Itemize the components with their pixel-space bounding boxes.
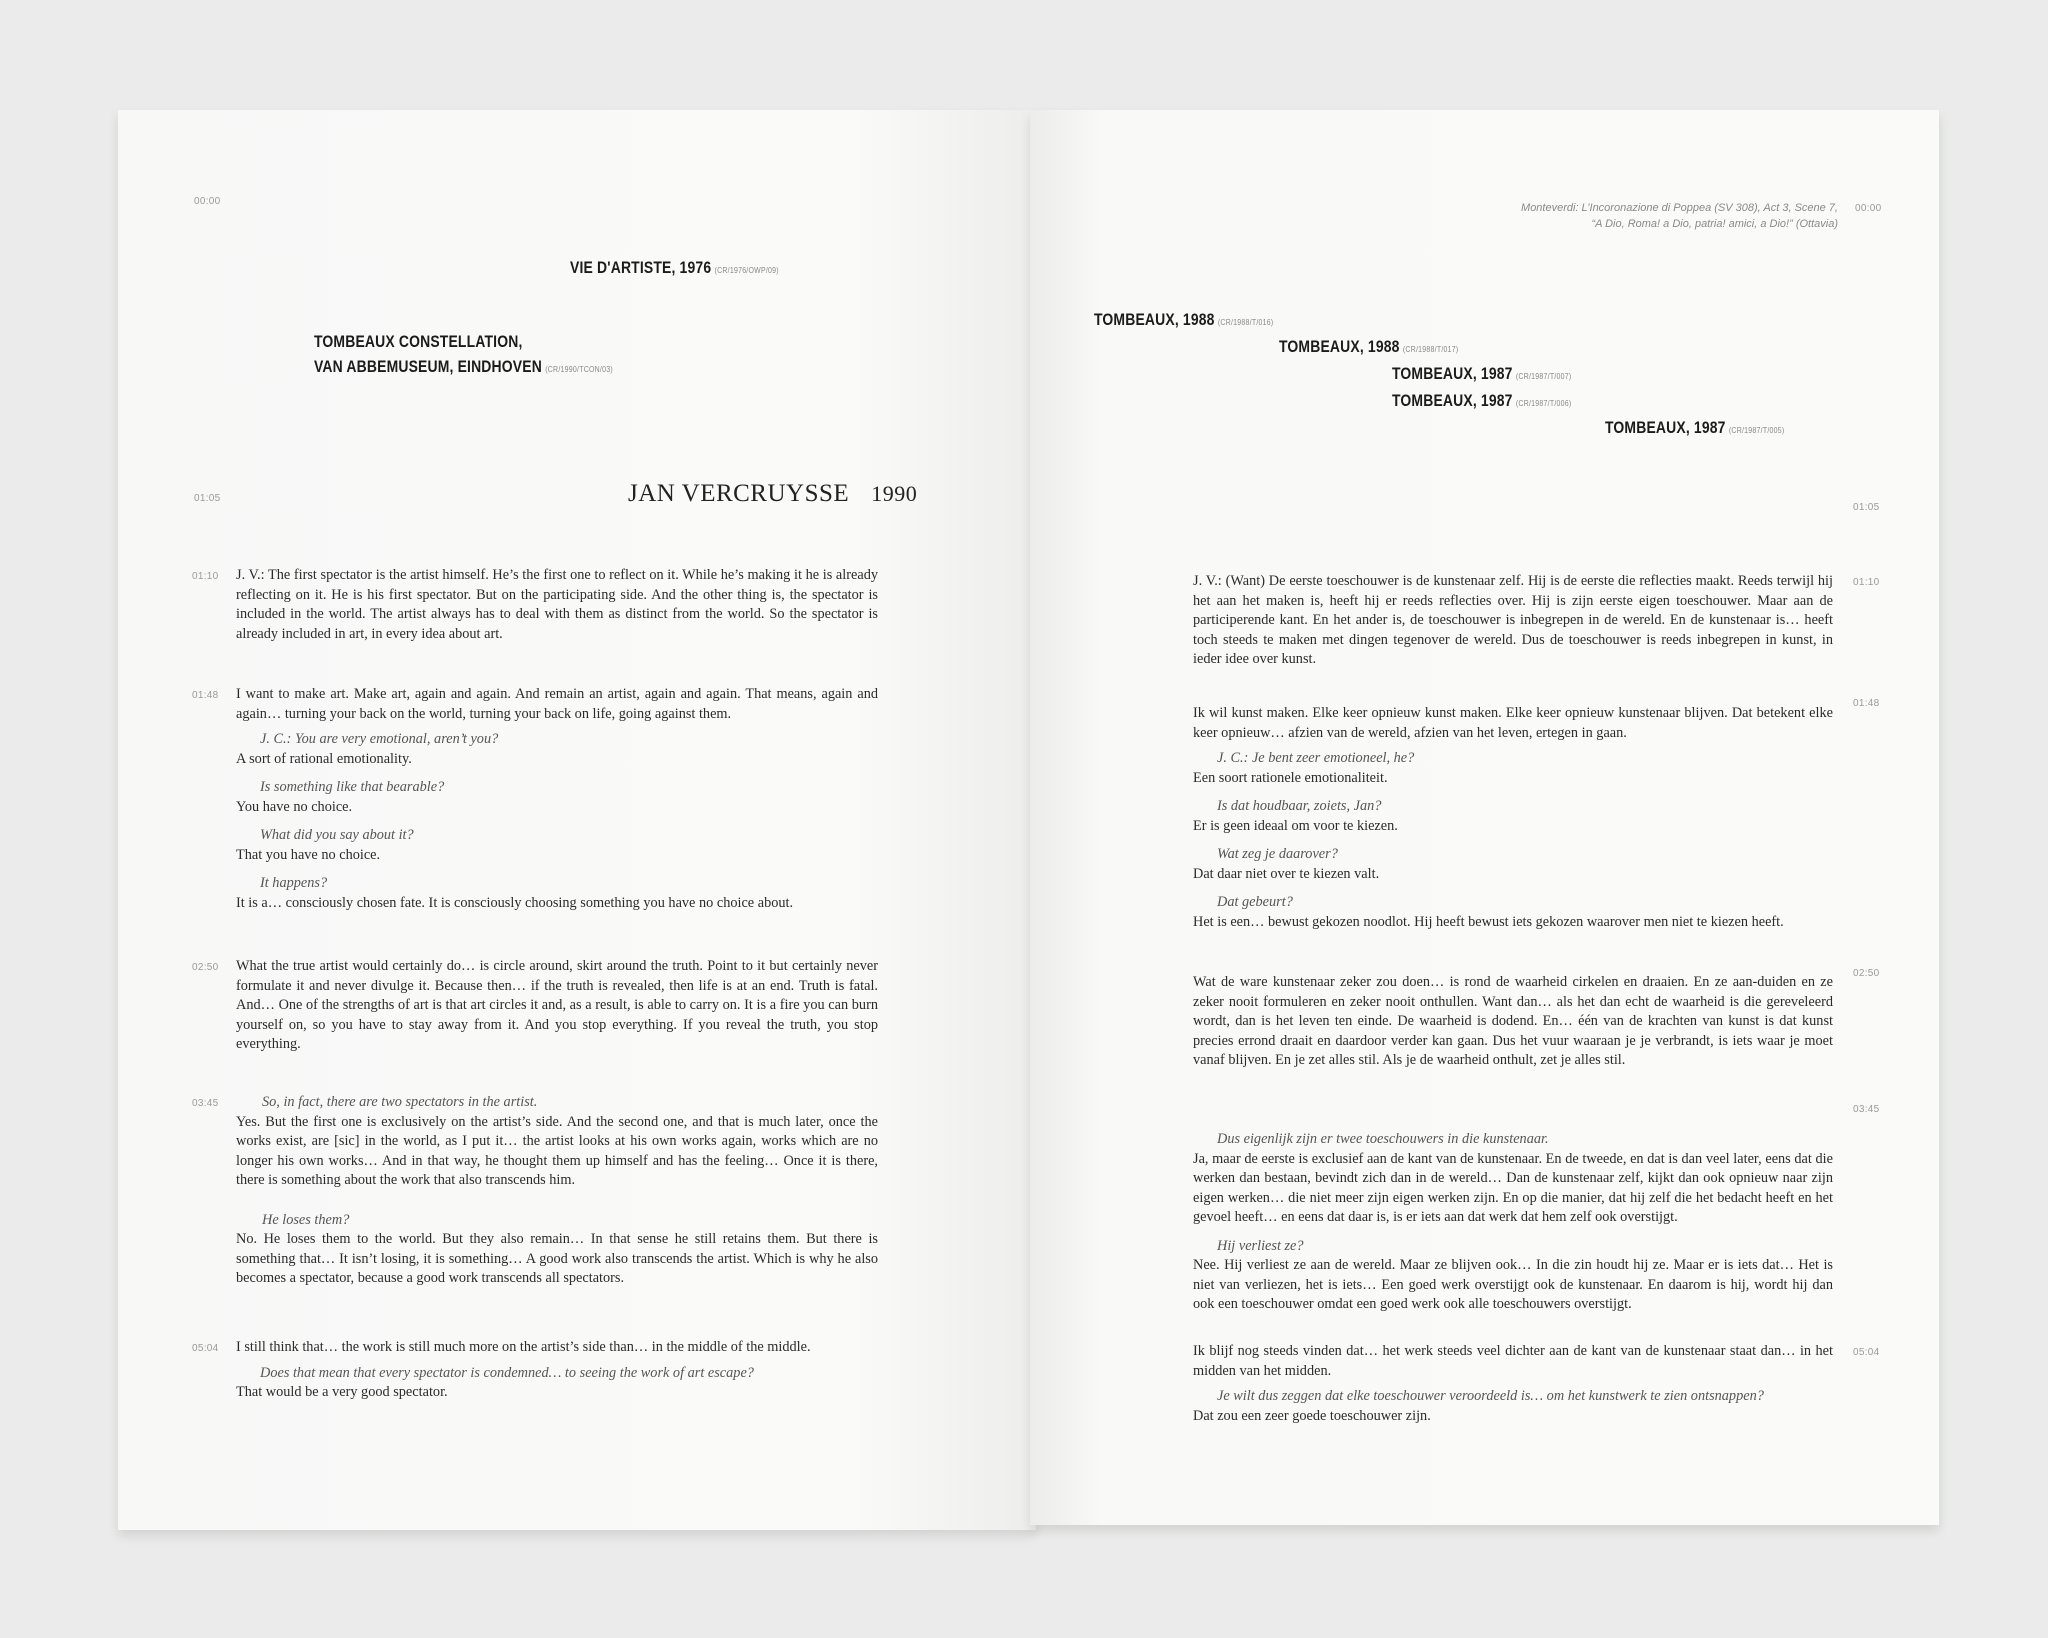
paragraph — [236, 957, 878, 1055]
work-title — [1392, 389, 1571, 415]
catalogue-ref: (CR/1988/T/016) — [1217, 317, 1274, 327]
dialogue-block — [1193, 1130, 1833, 1315]
paragraph-text: What the true artist would certainly do… is circle around, skirt around the truth. Point to it but certainly never formulate it and never divulge it. Because then… if the truth is revealed, then life is at an end. Truth is fatal. And… One of the strengths of art is that art circles it and, as a result, is able to carry on. It is a fire you can burn yourself on, so you have to stay away from it. And you stop everything. If you reveal the truth, you stop everything. — [236, 958, 878, 1052]
timecode: 02:50 — [1853, 968, 1880, 979]
dialogue-block — [236, 685, 878, 913]
timecode: 02:50 — [192, 962, 219, 973]
paragraph-text: J. V.: The first spectator is the artist himself. He’s the first one to reflect on it. While he’s making it he is already reflecting on it. He is his first spectator. But on the participating side. And the other thing is, the spectator is included in the world. The artist always has to deal with them as distinct from the world. So the spectator is already included in art, in every idea about art. — [236, 567, 878, 642]
work-title-text: VIE D'ARTISTE, 1976 — [570, 258, 712, 277]
timecode: 00:00 — [1855, 203, 1882, 214]
artist-name: JAN VERCRUYSSE — [628, 480, 850, 507]
paragraph-text: I still think that… the work is still much more on the artist’s side than… in the middle of the middle. — [236, 1339, 811, 1355]
timecode: 01:10 — [1853, 577, 1880, 588]
timecode: 01:10 — [192, 571, 219, 582]
timecode: 01:48 — [192, 690, 219, 701]
work-title — [1605, 416, 1784, 442]
paragraph — [236, 566, 878, 644]
timecode: 01:05 — [1853, 502, 1880, 513]
paragraph-text: Nee. Hij verliest ze aan de wereld. Maar ze blijven ook… In die zin houdt hij ze. Maar er is iets dat… Het is niet van verliezen, het is iets… Een goed werk overstijgt ook de kunstenaar. En daarom is hij, wordt hij dan ook een toeschouwer omdat een goed werk ook alle toeschouwers overstijgt. — [1193, 1257, 1833, 1312]
question-text: Is dat houdbaar, zoiets, Jan? — [1217, 798, 1382, 814]
timecode: 05:04 — [192, 1343, 219, 1354]
work-title — [314, 355, 613, 381]
paragraph-text: Ik blijf nog steeds vinden dat… het werk steeds veel dichter aan de kant van de kunstenaar staat dan… in het midden van het midden. — [1193, 1343, 1833, 1379]
quote-line: “A Dio, Roma! a Dio, patria! amici, a Dio!” (Ottavia) — [1591, 218, 1838, 230]
question-text: Dat gebeurt? — [1217, 894, 1293, 910]
work-title-text: TOMBEAUX, 1987 — [1605, 418, 1726, 437]
paragraph-text: No. He loses them to the world. But they also remain… In that sense he still retains them. But there is something that… It isn’t losing, it is something… A good work also transcends the artist. Which is why he also becomes a spectator, because a good work transcends all spectators. — [236, 1231, 878, 1286]
work-title-text: TOMBEAUX, 1987 — [1392, 364, 1513, 383]
music-quote — [1330, 200, 1838, 232]
answer-text: That would be a very good spectator. — [236, 1384, 448, 1400]
answer-text: Het is een… bewust gekozen noodlot. Hij heeft bewust iets gekozen waarover men niet te kiezen heeft. — [1193, 913, 1784, 930]
dialogue-block — [236, 1093, 878, 1289]
work-title-text: TOMBEAUX, 1988 — [1279, 337, 1400, 356]
answer-text: You have no choice. — [236, 798, 353, 815]
work-title — [1392, 362, 1571, 388]
work-title-text: TOMBEAUX, 1987 — [1392, 391, 1513, 410]
timecode: 03:45 — [1853, 1104, 1880, 1115]
work-title-text: VAN ABBEMUSEUM, EINDHOVEN — [314, 357, 542, 376]
paragraph-text: Yes. But the first one is exclusively on the artist’s side. And the second one, and that is much later, once the works exist, are [sic] in the world, as I put it… the artist looks at his own works again, works which are no longer his own works… And in that way, he thought them up himself and has the feeling… Once it is there, there is something about the work that also transcends him. — [236, 1113, 878, 1188]
paragraph-text: Ik wil kunst maken. Elke keer opnieuw kunst maken. Elke keer opnieuw kunstenaar blijven. Dat betekent elke keer opnieuw… afzien van de wereld, afzien van het leven, ertegen in gaan. — [1193, 705, 1833, 741]
question-text: Does that mean that every spectator is condemned… to seeing the work of art escape? — [260, 1364, 754, 1381]
paragraph — [1193, 572, 1833, 670]
quote-line: Monteverdi: L’Incoronazione di Poppea (SV 308), Act 3, Scene 7, — [1521, 202, 1838, 214]
dialogue-block — [1193, 1342, 1833, 1426]
catalogue-ref: (CR/1987/T/005) — [1728, 425, 1785, 435]
timecode: 05:04 — [1853, 1347, 1880, 1358]
question-text: Is something like that bearable? — [260, 779, 445, 795]
question-text: It happens? — [260, 875, 328, 891]
paragraph-text: Ja, maar de eerste is exclusief aan de kant van de kunstenaar. En de tweede, en dat is dan veel later, eens dat die werken dan bestaan, bevindt zich dan in de wereld… Dan de kunstenaar zelf, kijkt dan ook opnieuw naar zijn eigen werken… die niet meer zijn eigen werken zijn. En op die manier, dat hij zelf die het bedacht heeft en het gevoel heeft… en eens dat daar is, is er iets aan dat werk dat hem zelf ook overstijgt. — [1193, 1150, 1833, 1225]
timecode: 01:05 — [194, 493, 221, 504]
paragraph-text: J. V.: (Want) De eerste toeschouwer is de kunstenaar zelf. Hij is de eerste die reflecties maakt. Reeds terwijl hij het aan het maken is, heeft hij er reeds reflecties over. Hij is zijn eerste eigen toeschouwer. Maar aan de participerende kant. En het ander is, de toeschouwer is inbegrepen in de wereld. En de kunstenaar is… heeft toch steeds te maken met dingen tegenover de wereld. Dus de toeschouwer is reeds inbegrepen in kunst, in ieder idee over kunst. — [1193, 573, 1833, 667]
paragraph — [1193, 973, 1833, 1071]
work-title-text: TOMBEAUX CONSTELLATION, — [314, 332, 523, 351]
paragraph-text: I want to make art. Make art, again and again. And remain an artist, again and again. That means, again and again… turning your back on the world, turning your back on life, going against them. — [236, 686, 878, 722]
question-text: Wat zeg je daarover? — [1217, 846, 1338, 862]
answer-text: Een soort rationele emotionaliteit. — [1193, 769, 1388, 786]
question-text: What did you say about it? — [260, 827, 414, 843]
answer-text: A sort of rational emotionality. — [236, 750, 412, 767]
work-title-text: TOMBEAUX, 1988 — [1094, 310, 1215, 329]
work-title — [1094, 308, 1273, 334]
work-title — [570, 256, 779, 282]
answer-text: Dat daar niet over te kiezen valt. — [1193, 865, 1380, 882]
timecode: 01:48 — [1853, 698, 1880, 709]
catalogue-ref: (CR/1987/T/006) — [1515, 398, 1572, 408]
left-page — [118, 110, 1036, 1530]
work-title — [1279, 335, 1458, 361]
question-text: So, in fact, there are two spectators in the artist. — [262, 1094, 538, 1110]
question-text: Dus eigenlijk zijn er twee toeschouwers in die kunstenaar. — [1217, 1131, 1549, 1147]
heading-year: 1990 — [871, 481, 918, 506]
timecode: 03:45 — [192, 1098, 219, 1109]
question-text: Je wilt dus zeggen dat elke toeschouwer veroordeeld is… om het kunstwerk te zien ontsnappen? — [1217, 1388, 1764, 1404]
question-text: J. C.: Je bent zeer emotioneel, he? — [1217, 750, 1415, 766]
right-page — [1030, 110, 1939, 1525]
dialogue-block — [236, 1338, 878, 1403]
page-heading — [628, 480, 917, 508]
answer-text: Dat zou een zeer goede toeschouwer zijn. — [1193, 1407, 1431, 1424]
work-title — [314, 330, 522, 354]
catalogue-ref: (CR/1987/T/007) — [1515, 371, 1572, 381]
catalogue-ref: (CR/1988/T/017) — [1402, 344, 1459, 354]
catalogue-ref: (CR/1976/OWP/09) — [714, 265, 779, 275]
question-text: He loses them? — [262, 1211, 350, 1228]
catalogue-ref: (CR/1990/TCON/03) — [545, 364, 613, 374]
question-text: Hij verliest ze? — [1217, 1237, 1304, 1254]
dialogue-block — [1193, 704, 1833, 932]
paragraph-text: Wat de ware kunstenaar zeker zou doen… is rond de waarheid cirkelen en draaien. En ze aan-duiden en ze zeker nooit formuleren en zeker nooit onthullen. Want dan… als het dan echt de waarheid is die gereveleerd wordt, dan is het leven ten einde. De waarheid is dodend. En… één van de krachten van kunst is dat kunst precies errond draait en daardoor verder kan gaan. Dus het vuur waaraan je je verbrandt, is iets waar je moet vanaf blijven. En je zet alles stil. Als je de waarheid onthult, zet je alles stil. — [1193, 974, 1833, 1068]
answer-text: It is a… consciously chosen fate. It is consciously choosing something you have no choice about. — [236, 894, 794, 911]
answer-text: That you have no choice. — [236, 846, 381, 863]
answer-text: Er is geen ideaal om voor te kiezen. — [1193, 817, 1398, 834]
timecode: 00:00 — [194, 196, 221, 207]
question-text: J. C.: You are very emotional, aren’t you? — [260, 731, 499, 747]
